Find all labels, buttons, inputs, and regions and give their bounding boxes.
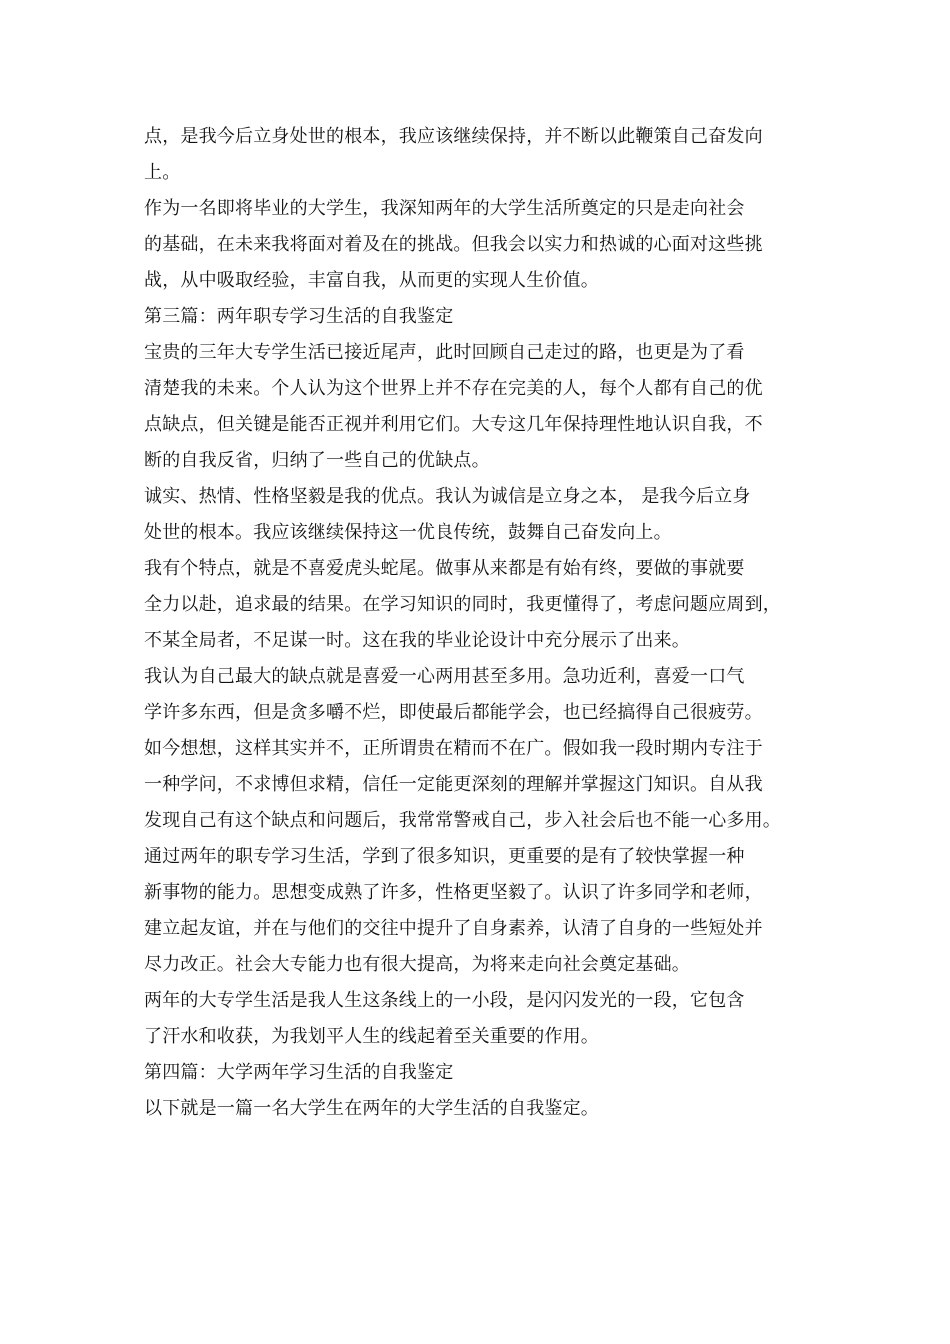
text-line: 我认为自己最大的缺点就是喜爱一心两用甚至多用。急功近利，喜爱一口气	[144, 666, 745, 687]
text-line: 一种学问，不求博但求精，信任一定能更深刻的理解并掌握这门知识。自从我	[144, 774, 763, 795]
text-line: 断的自我反省，归纳了一些自己的优缺点。	[144, 450, 490, 471]
text-line: 点缺点，但关键是能否正视并利用它们。大专这几年保持理性地认识自我，不	[144, 414, 763, 435]
text-line: 尽力改正。社会大专能力也有很大提高，为将来走向社会奠定基础。	[144, 954, 690, 975]
text-line: 如今想想，这样其实并不，正所谓贵在精而不在广。假如我一段时期内专注于	[144, 738, 763, 759]
text-line: 作为一名即将毕业的大学生，我深知两年的大学生活所奠定的只是走向社会	[144, 198, 745, 219]
text-line: 点，是我今后立身处世的根本，我应该继续保持，并不断以此鞭策自己奋发向	[144, 126, 763, 147]
section-heading: 第四篇：大学两年学习生活的自我鉴定	[144, 1062, 454, 1083]
text-line: 上。	[144, 162, 181, 183]
text-line: 的基础，在未来我将面对着及在的挑战。但我会以实力和热诚的心面对这些挑	[144, 234, 763, 255]
text-line: 不某全局者，不足谋一时。这在我的毕业论设计中充分展示了出来。	[144, 630, 690, 651]
text-line: 新事物的能力。思想变成熟了许多，性格更坚毅了。认识了许多同学和老师，	[144, 882, 763, 903]
text-line: 建立起友谊，并在与他们的交往中提升了自身素养，认清了自身的一些短处并	[144, 918, 763, 939]
text-line: 战，从中吸取经验，丰富自我，从而更的实现人生价值。	[144, 270, 599, 291]
text-line: 诚实、热情、性格坚毅是我的优点。我认为诚信是立身之本， 是我今后立身	[144, 486, 751, 507]
text-line: 了汗水和收获，为我划平人生的线起着至关重要的作用。	[144, 1026, 599, 1047]
text-line: 学许多东西，但是贪多嚼不烂，即使最后都能学会，也已经搞得自己很疲劳。	[144, 702, 763, 723]
text-line: 清楚我的未来。个人认为这个世界上并不存在完美的人，每个人都有自己的优	[144, 378, 763, 399]
text-line: 我有个特点，就是不喜爱虎头蛇尾。做事从来都是有始有终，要做的事就要	[144, 558, 745, 579]
text-line: 通过两年的职专学习生活，学到了很多知识，更重要的是有了较快掌握一种	[144, 846, 745, 867]
text-line: 处世的根本。我应该继续保持这一优良传统，鼓舞自己奋发向上。	[144, 522, 672, 543]
section-heading: 第三篇：两年职专学习生活的自我鉴定	[144, 306, 454, 327]
text-line: 宝贵的三年大专学生活已接近尾声，此时回顾自己走过的路，也更是为了看	[144, 342, 745, 363]
text-line: 全力以赴，追求最的结果。在学习知识的同时，我更懂得了，考虑问题应周到，	[144, 594, 781, 615]
text-line: 发现自己有这个缺点和问题后，我常常警戒自己，步入社会后也不能一心多用。	[144, 810, 781, 831]
text-line: 两年的大专学生活是我人生这条线上的一小段，是闪闪发光的一段，它包含	[144, 990, 745, 1011]
text-line: 以下就是一篇一名大学生在两年的大学生活的自我鉴定。	[144, 1098, 599, 1119]
